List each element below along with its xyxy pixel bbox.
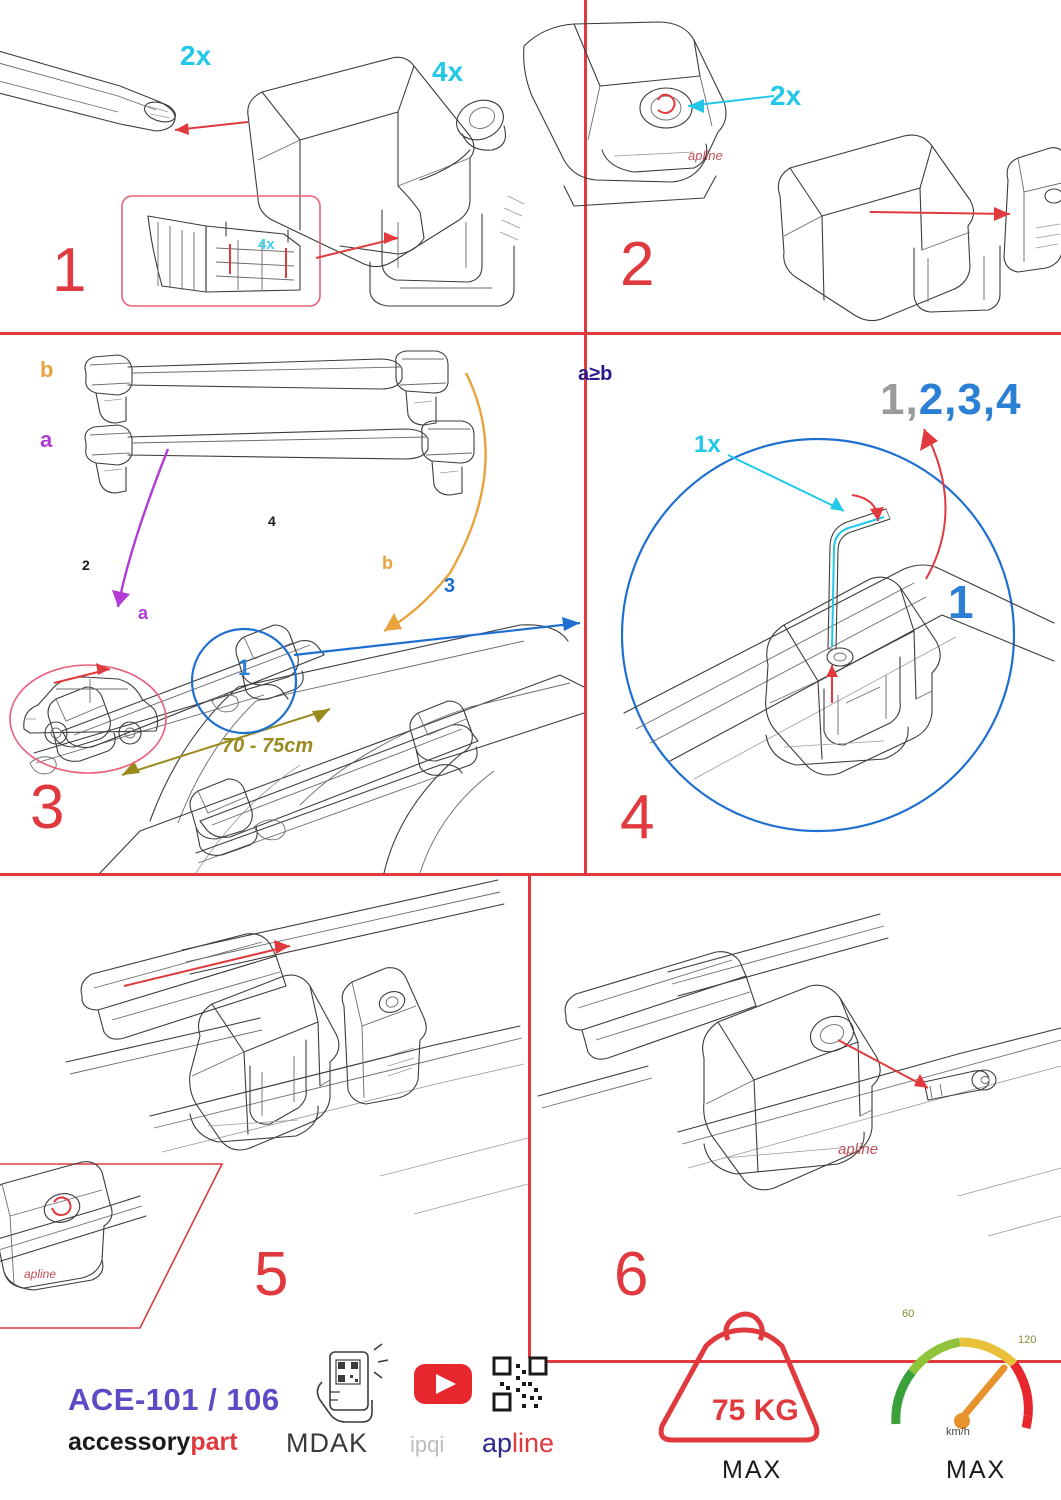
footer-left [0, 1362, 555, 1500]
brand-mdak: MDAK [286, 1428, 369, 1458]
svg-text:apline: apline [24, 1267, 57, 1281]
step-1-panel [0, 0, 584, 332]
label-bar-b: b [40, 357, 54, 382]
youtube-icon [414, 1364, 472, 1404]
brand-ap-text: ap [482, 1428, 513, 1458]
footer-limits [528, 1276, 1061, 1500]
step-2-panel [584, 0, 1061, 332]
label-mount-1: 1 [238, 655, 251, 680]
callout-2x-step2: 2x [770, 80, 802, 111]
weight-limit-value: 75 KG [712, 1394, 799, 1427]
callout-2x-step1: 2x [180, 40, 212, 71]
step-4-number: 4 [620, 783, 656, 852]
brand-line-text: line [512, 1428, 555, 1458]
gauge-max-label: 120 [1018, 1334, 1037, 1346]
step-6-number: 6 [614, 1240, 650, 1309]
model-code: ACE-101 / 106 [68, 1382, 280, 1417]
svg-text:apline: apline [688, 148, 723, 163]
label-sequence [880, 375, 1022, 425]
step-2-illustration [584, 0, 1061, 332]
label-mount-2: 2 [82, 557, 90, 573]
step-4-panel [578, 335, 1061, 873]
brand-ipqi: ipqi [410, 1432, 445, 1457]
label-bar-a: a [40, 427, 53, 452]
label-arrow-a: a [138, 603, 149, 623]
step-5-number: 5 [254, 1240, 290, 1309]
speed-limit-unit: km/h [946, 1426, 970, 1438]
speed-limit-caption: MAX [946, 1456, 1007, 1484]
label-sequence-gray: 1, [880, 375, 919, 424]
footer-icons [0, 1362, 528, 1500]
label-condition-ab [578, 363, 612, 386]
step-1-number: 1 [52, 236, 88, 305]
label-mount-4: 4 [268, 513, 276, 529]
callout-4x-step1: 4x [432, 56, 464, 87]
step-5-panel [0, 876, 528, 1360]
label-condition-text: a≥b [578, 363, 613, 385]
label-distance: 70 - 75cm [222, 735, 314, 757]
weight-limit-caption: MAX [722, 1456, 783, 1484]
label-arrow-b: b [382, 553, 393, 573]
callout-4x-inset: 4x [258, 236, 275, 253]
step-1-illustration [0, 0, 584, 332]
gauge-min-label: 60 [902, 1308, 915, 1320]
step-3-illustration [0, 335, 584, 873]
callout-1x-step4: 1x [694, 431, 721, 458]
step-2-number: 2 [620, 230, 656, 299]
brand-accessory-text: accessory [68, 1428, 191, 1456]
step-3-panel [0, 335, 584, 873]
brand-part-text: part [190, 1428, 238, 1456]
step-3-number: 3 [30, 773, 66, 842]
label-sequence-blue: 2,3,4 [918, 375, 1022, 424]
svg-text:apline: apline [838, 1141, 879, 1158]
label-detail-1: 1 [948, 576, 974, 628]
label-mount-3: 3 [444, 575, 456, 597]
speed-limit-icon [896, 1342, 1029, 1429]
